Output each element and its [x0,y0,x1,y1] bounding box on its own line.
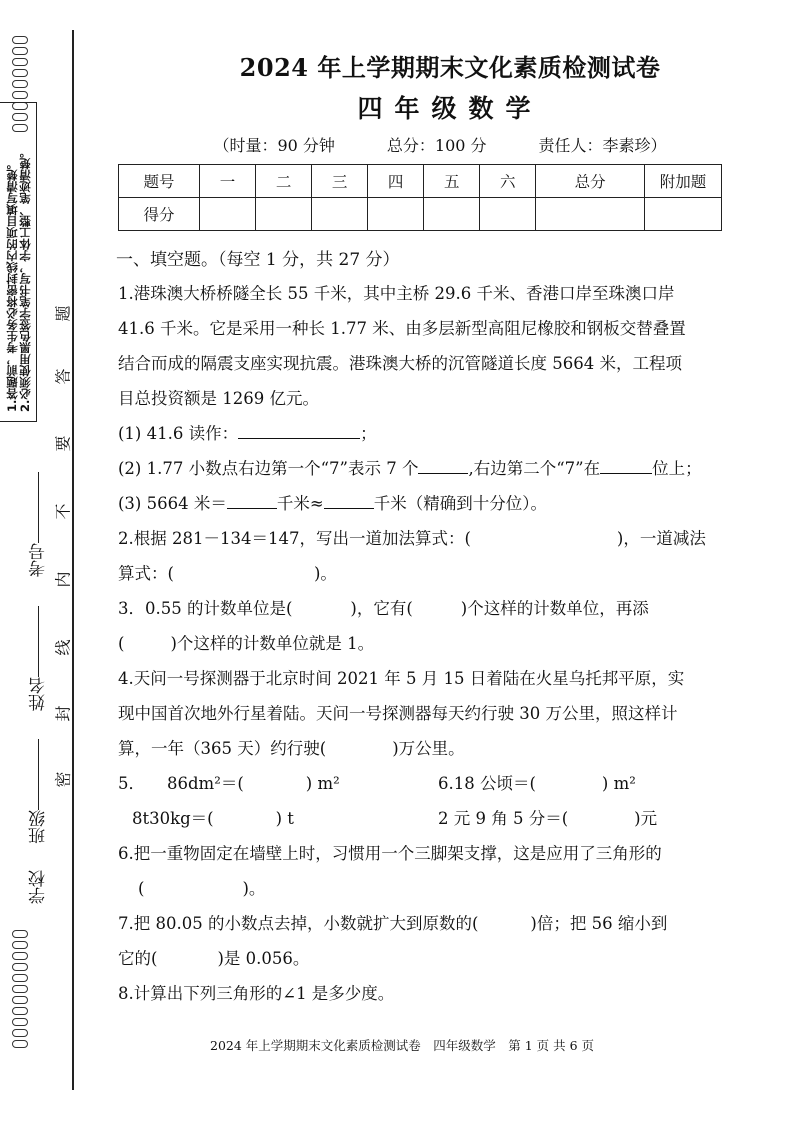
score-cell[interactable] [312,198,368,231]
q8: 8.计算出下列三角形的∠1 是多少度。 [118,984,395,1003]
score-col: 五 [424,165,480,198]
score-col: 六 [480,165,536,198]
seal-char: 密 [53,771,73,788]
q1-text: 1.港珠澳大桥桥隧全长 55 千米，其中主桥 29.6 千米、香港口岸至珠澳口岸 [118,284,675,303]
score-col-label: 题号 [119,165,200,198]
q2: 2.根据 281－134＝147，写出一道加法算式：( )，一道减法 [118,529,706,548]
exam-subject: 四年级数学 [357,94,543,123]
exam-time: （时量：90 分钟 [213,136,335,155]
score-col: 一 [200,165,256,198]
exam-content [118,48,738,1011]
q4-cont: 现中国首次地外行星着陆。天问一号探测器每天约行驶 30 万公里，照这样计 [118,704,678,723]
seal-char: 答 [53,368,73,385]
score-cell[interactable] [536,198,645,231]
seal-char: 封 [53,705,73,722]
score-cell[interactable] [424,198,480,231]
chain-decoration-bottom [10,930,30,1048]
q5-row1: 5． 86dm²＝( ) m² 6.18 公顷＝( ) m² [118,774,636,793]
answer-blank[interactable] [238,420,360,439]
field-name[interactable]: 姓名 [26,602,51,711]
section-title: 一、填空题。（每空 1 分，共 27 分） [116,250,400,270]
q6-cont: ( )。 [138,879,266,898]
question-list [118,276,738,1011]
field-exam-number[interactable]: 考号 [26,468,51,577]
seal-char: 内 [53,571,73,588]
q1-text: 41.6 千米。它是采用一种长 1.77 米、由多层新型高阻尼橡胶和钢板交替叠置 [118,319,686,338]
score-cell[interactable] [480,198,536,231]
seal-char: 不 [53,503,73,520]
seal-line [72,30,74,1090]
score-table-header-row [119,165,722,198]
score-col: 二 [256,165,312,198]
q4: 4.天问一号探测器于北京时间 2021 年 5 月 15 日着陆在火星乌托邦平原，实 [118,669,685,688]
score-table [118,164,722,231]
answer-blank[interactable] [600,455,652,474]
score-cell[interactable] [200,198,256,231]
seal-char: 线 [53,639,73,656]
exam-title: 2024 年上学期期末文化素质检测试卷 [239,53,661,82]
q1-1: (1) 41.6 读作： ； [118,416,738,451]
answer-blank[interactable] [418,455,468,474]
answer-blank[interactable] [227,490,277,509]
q4-cont: 算，一年（365 天）约行驶( )万公里。 [118,739,465,758]
answer-blank[interactable] [324,490,374,509]
score-cell[interactable] [645,198,722,231]
score-col: 四 [368,165,424,198]
exam-responsible: 责任人：李素珍） [538,136,667,155]
exam-total: 总分：100 分 [386,136,487,155]
score-row-label: 得分 [119,198,200,231]
q1-text: 结合而成的隔震支座实现抗震。港珠澳大桥的沉管隧道长度 5664 米，工程项 [118,354,682,373]
seal-char: 题 [53,305,73,322]
q1-2: (2) 1.77 小数点右边第一个“7”表示 7 个 ,右边第二个“7”在 位上； [118,451,738,486]
score-cell[interactable] [368,198,424,231]
binding-margin [0,0,80,1123]
q6: 6.把一重物固定在墙壁上时，习惯用一个三脚架支撑，这是应用了三角形的 [118,844,662,863]
q3: 3．0.55 的计数单位是( )，它有( )个这样的计数单位，再添 [118,599,649,618]
seal-char: 要 [53,435,73,452]
q7-cont: 它的( )是 0.056。 [118,949,310,968]
q7: 7.把 80.05 的小数点去掉，小数就扩大到原数的( )倍；把 56 缩小到 [118,914,668,933]
q2-cont: 算式：( )。 [118,564,337,583]
page-footer: 2024 年上学期期末文化素质检测试卷 四年级数学 第 1 页 共 6 页 [210,1038,595,1053]
exam-meta [118,133,738,156]
q5-row2: 8t30kg＝( ) t 2 元 9 角 5 分＝( )元 [132,809,658,828]
field-school[interactable]: 学校 [29,870,49,904]
q3-cont: ( )个这样的计数单位就是 1。 [118,634,375,653]
q1-3: (3) 5664 米＝ 千米≈ 千米（精确到十分位）。 [118,486,738,521]
exam-notice: 1.答题前，考生务必将密封线内的项目填写清楚。 2.必须使用黑色签字笔书写，字体工整、笔迹清楚。 [5,146,32,412]
score-cell[interactable] [256,198,312,231]
field-class[interactable]: 班级 [26,735,51,844]
q1-text: 目总投资额是 1269 亿元。 [118,389,319,408]
score-table-score-row [119,198,722,231]
score-col: 附加题 [645,165,722,198]
score-col: 三 [312,165,368,198]
score-col: 总分 [536,165,645,198]
